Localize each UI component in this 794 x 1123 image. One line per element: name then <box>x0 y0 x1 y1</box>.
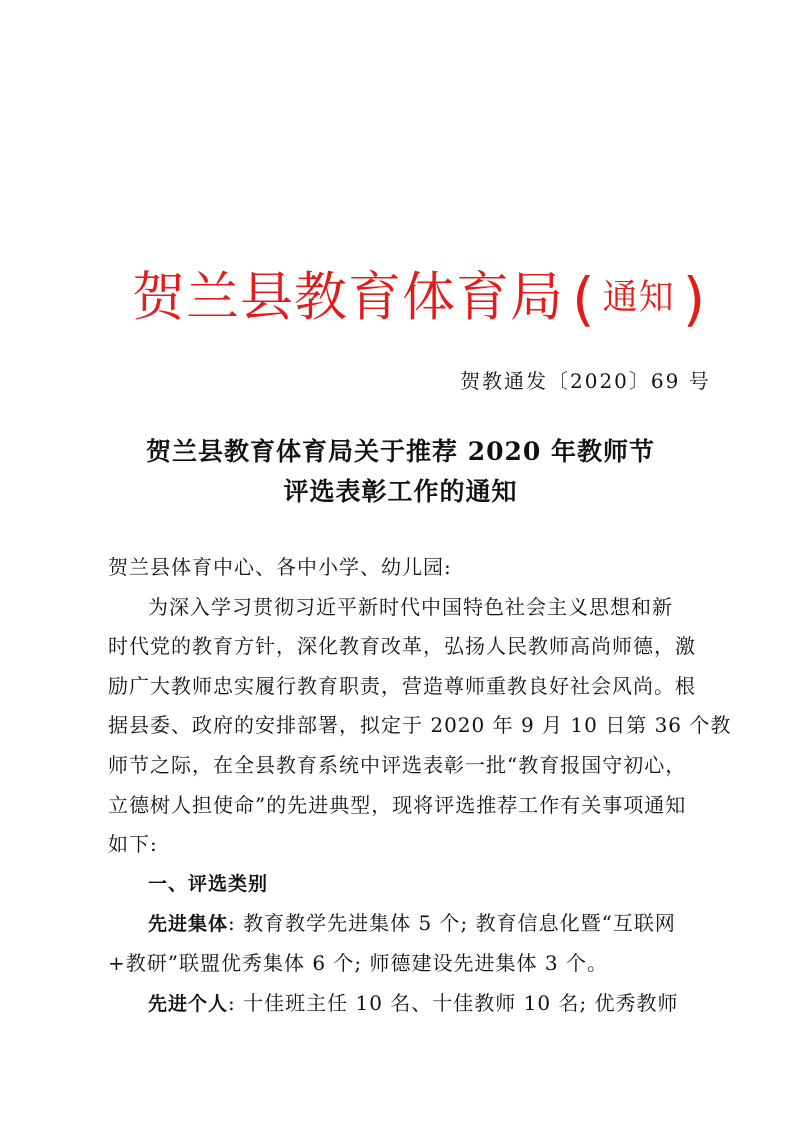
individual-label: 先进个人 <box>148 992 229 1015</box>
document-body <box>108 548 732 1023</box>
document-type: 通知 <box>602 278 675 318</box>
collective-awards-line <box>108 904 693 944</box>
paragraph-line: 立德树人担使命”的先进典型，现将评选推荐工作有关事项通知 <box>108 792 687 817</box>
section-heading: 一、评选类别 <box>148 872 269 895</box>
document-title <box>108 432 693 512</box>
salutation: 贺兰县体育中心、各中小学、幼儿园: <box>108 555 452 579</box>
individual-awards-line <box>108 984 693 1024</box>
document-number: 贺教通发〔2020〕69 号 <box>460 369 711 393</box>
issuing-organization: 贺兰县教育体育局 <box>132 267 564 328</box>
collective-awards-line-2: +教研”联盟优秀集体 6 个; 师德建设先进集体 3 个。 <box>108 950 608 975</box>
individual-text: : 十佳班主任 10 名、十佳教师 10 名; 优秀教师 <box>228 990 679 1015</box>
header-paren-open: ( <box>572 265 595 333</box>
paragraph-line: 据县委、政府的安排部署，拟定于 2020 年 9 月 10 日第 36 个教 <box>108 713 732 738</box>
paragraph-line: 时代党的教育方针，深化教育改革，弘扬人民教师高尚师德，激 <box>108 634 696 659</box>
paragraph-line: 师节之际，在全县教育系统中评选表彰一批“教育报国守初心， <box>108 752 687 777</box>
title-line-1: 贺兰县教育体育局关于推荐 2020 年教师节 <box>146 437 655 466</box>
red-header <box>132 255 706 335</box>
title-line-2: 评选表彰工作的通知 <box>283 477 518 506</box>
paragraph-line: 为深入学习贯彻习近平新时代中国特色社会主义思想和新 <box>148 594 673 619</box>
collective-text: : 教育教学先进集体 5 个; 教育信息化暨“互联网 <box>228 911 676 936</box>
collective-label: 先进集体 <box>148 913 229 936</box>
header-paren-close: ) <box>682 265 706 333</box>
paragraph-line: 励广大教师忠实履行教育职责，营造尊师重教良好社会风尚。根 <box>108 673 696 698</box>
paragraph-line: 如下: <box>108 832 158 857</box>
